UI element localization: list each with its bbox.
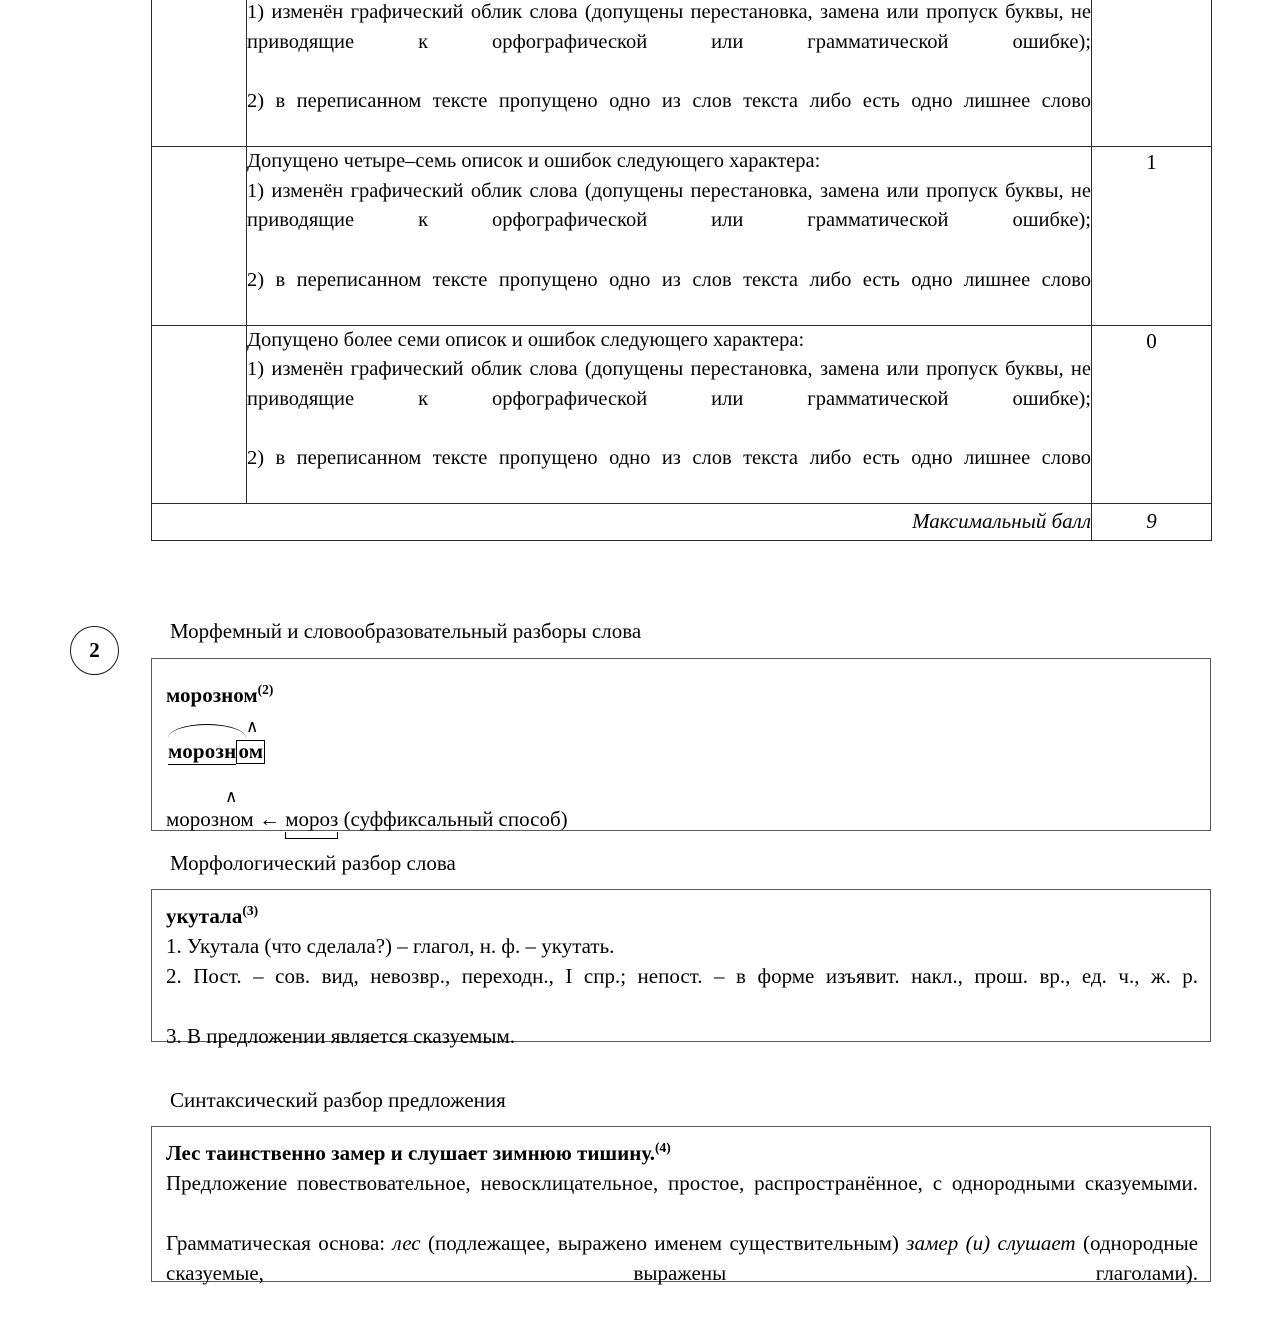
table-row: [152, 325, 1212, 504]
base-underline-bracket: [285, 832, 338, 839]
criteria-line: Допущено более семи описок и ошибок следующего характера:: [247, 328, 805, 351]
max-score-value: 9: [1092, 504, 1212, 541]
syntax-sentence: Лес таинственно замер и слушает зимнюю тишину.: [166, 1141, 656, 1165]
subject-note: (подлежащее, выражено именем существительным): [420, 1231, 907, 1255]
morpheme-headword-superscript: (2): [257, 682, 274, 697]
subject-word: лес: [392, 1231, 421, 1255]
predicate-words: замер (и) слушает: [906, 1231, 1076, 1255]
criteria-score-cell: 0: [1092, 325, 1212, 504]
derivation-line: [166, 787, 1198, 835]
morphological-headword: укутала: [166, 904, 243, 928]
morphological-answer-box: [151, 889, 1211, 1048]
syntax-section-caption: Синтаксический разбор предложения: [170, 1088, 506, 1112]
root-arc-mark: [168, 724, 246, 738]
grammatical-basis-label: Грамматическая основа:: [166, 1231, 393, 1255]
criteria-line: 1) изменён графический облик слова (допущены перестановка, замена или пропуск буквы, не приводящие к орфографической или грамматической ошибке);: [247, 358, 1091, 410]
morphological-section-caption: Морфологический разбор слова: [170, 851, 456, 875]
criteria-line: 2) в переписанном тексте пропущено одно из слов текста либо есть одно лишнее слово: [247, 447, 1091, 470]
morpheme-scheme-diagram: [168, 717, 265, 766]
criteria-line: 2) в переписанном тексте пропущено одно из слов текста либо есть одно лишнее слово: [247, 89, 1091, 112]
criteria-line: 1) изменён графический облик слова (допущены перестановка, замена или пропуск буквы, не приводящие к орфографической или грамматической ошибке);: [247, 179, 1091, 232]
syntax-sentence-superscript: (4): [655, 1140, 671, 1155]
morphological-headword-line: [166, 896, 1198, 931]
morpheme-answer-box: [151, 658, 1211, 831]
suffix-caret-mark: ∧: [246, 717, 259, 736]
morphological-line: 2. Пост. – сов. вид, невозвр., переходн., I спр.; непост. – в форме изъявит. накл., прош. вр., ед. ч., ж. р.: [166, 964, 1198, 988]
morpheme-ending-box: ом: [238, 739, 264, 763]
criteria-code-cell: [152, 325, 247, 504]
criteria-code-cell: [152, 0, 247, 147]
syntax-characteristics-line: Предложение повествовательное, невосклицательное, простое, распространённое, с однородными сказуемыми.: [166, 1171, 1198, 1195]
criteria-score-cell: 1: [1092, 147, 1212, 326]
derived-word-text: морозном: [166, 807, 254, 831]
criteria-description-cell: [247, 147, 1092, 326]
criteria-description-cell: [247, 0, 1092, 147]
syntax-answer-box: [151, 1126, 1211, 1285]
derivation-arrow-icon: ←: [258, 807, 280, 831]
morpheme-headword-line: [166, 675, 1198, 710]
base-word: [285, 804, 338, 835]
table-row: [152, 147, 1212, 326]
morphological-line: 3. В предложении является сказуемым.: [166, 1024, 515, 1048]
syntax-sentence-line: [166, 1133, 1198, 1168]
criteria-line: 2) в переписанном тексте пропущено одно из слов текста либо есть одно лишнее слово: [247, 268, 1091, 291]
derived-word: [166, 787, 254, 834]
morphological-headword-superscript: (3): [242, 903, 259, 918]
morpheme-stem: морозн: [168, 739, 237, 763]
syntax-grammatical-basis-line: [166, 1228, 1198, 1318]
task-number-badge: 2: [70, 626, 119, 675]
criteria-table: [151, 0, 1212, 541]
derivation-suffix-caret-mark: ∧: [225, 787, 238, 806]
max-score-label: Максимальный балл: [152, 504, 1092, 541]
criteria-description-cell: [247, 325, 1092, 504]
criteria-score-cell: [1092, 0, 1212, 147]
criteria-line: 1) изменён графический облик слова (допущены перестановка, замена или пропуск буквы, не приводящие к орфографической или грамматической ошибке);: [247, 1, 1091, 53]
base-word-text: мороз: [285, 807, 339, 831]
morpheme-headword: морозном: [166, 683, 258, 707]
morpheme-section-caption: Морфемный и словообразовательный разборы слова: [170, 619, 642, 643]
criteria-code-cell: [152, 147, 247, 326]
morphological-line: 1. Укутала (что сделала?) – глагол, н. ф. – укутать.: [166, 934, 615, 958]
derivation-method: (суффиксальный способ): [343, 807, 568, 831]
max-score-row: [152, 504, 1212, 541]
table-row: [152, 0, 1212, 147]
predicate-note: (однородные сказуемые, выражены глаголами).: [166, 1231, 1199, 1285]
criteria-line: Допущено четыре–семь описок и ошибок следующего характера:: [247, 150, 821, 173]
